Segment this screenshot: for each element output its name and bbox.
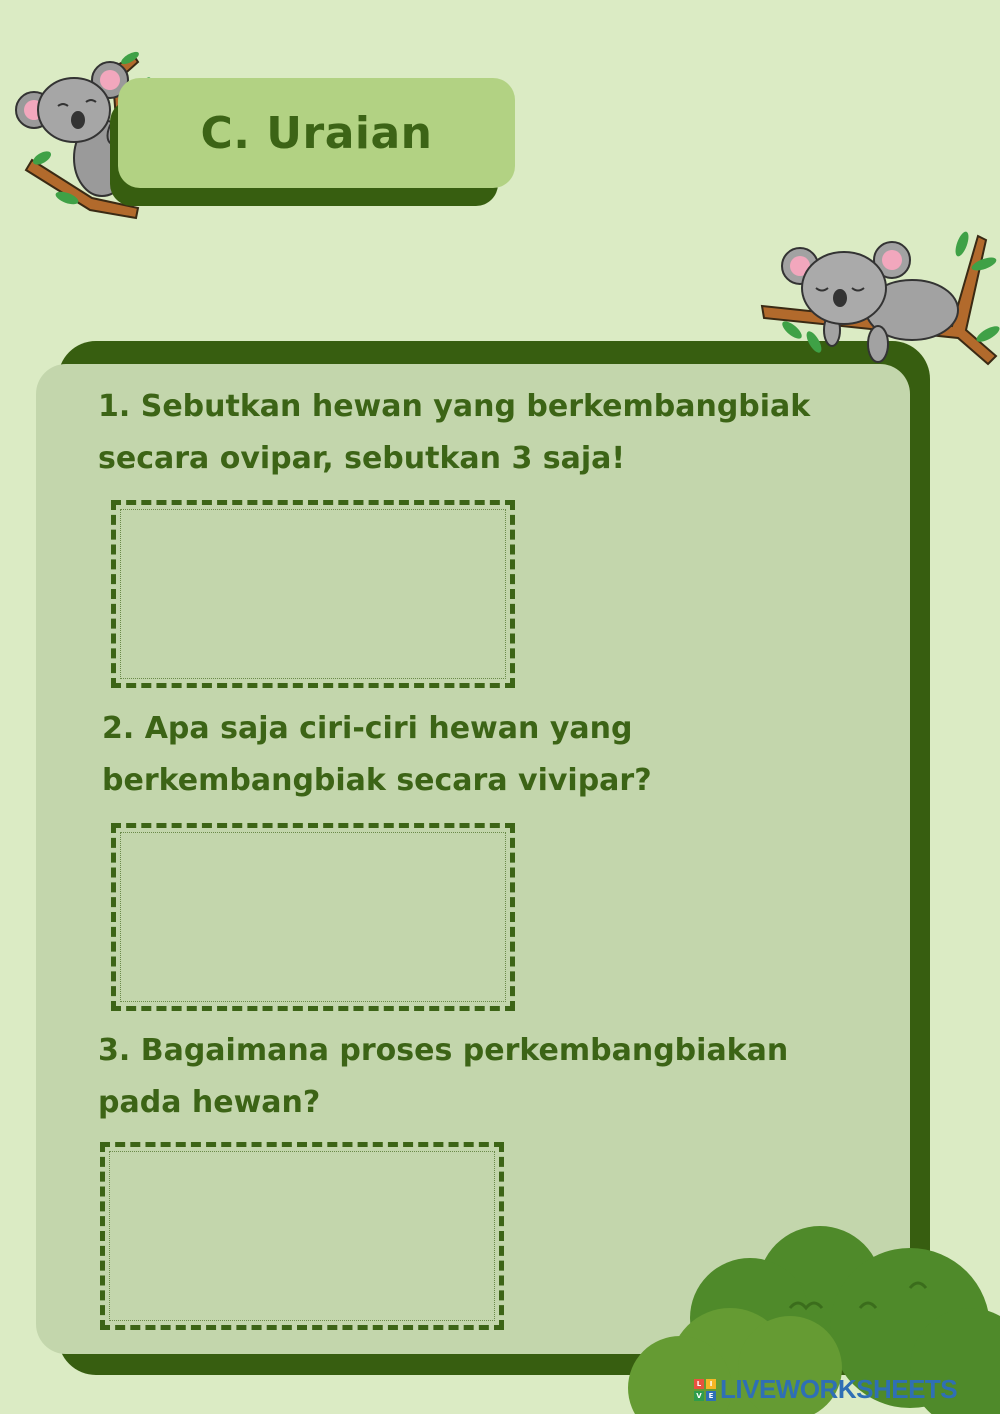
logo-mark-v: V [694, 1391, 704, 1401]
answer-box-1-inner [120, 509, 506, 679]
answer-box-3-inner [109, 1151, 495, 1321]
question-1: 1. Sebutkan hewan yang berkembangbiak secara ovipar, sebutkan 3 saja! [98, 389, 811, 476]
answer-box-3[interactable] [100, 1142, 504, 1330]
answer-box-2[interactable] [111, 823, 515, 1011]
logo-mark-e: E [706, 1391, 716, 1401]
page-title: C. Uraian [200, 107, 433, 159]
logo-mark-i: I [706, 1379, 716, 1389]
logo-mark-l: L [694, 1379, 704, 1389]
liveworksheets-logo-text: LIVEWORKSHEETS [720, 1374, 958, 1404]
answer-box-1[interactable] [111, 500, 515, 688]
liveworksheets-logo [694, 1374, 957, 1405]
question-2: 2. Apa saja ciri-ciri hewan yang berkembangbiak secara vivipar? [102, 711, 652, 798]
question-3: 3. Bagaimana proses perkembangbiakan pada hewan? [98, 1033, 789, 1120]
answer-box-2-inner [120, 832, 506, 1002]
liveworksheets-logo-mark [694, 1379, 716, 1401]
sleeping-koala-icon [752, 226, 1000, 386]
